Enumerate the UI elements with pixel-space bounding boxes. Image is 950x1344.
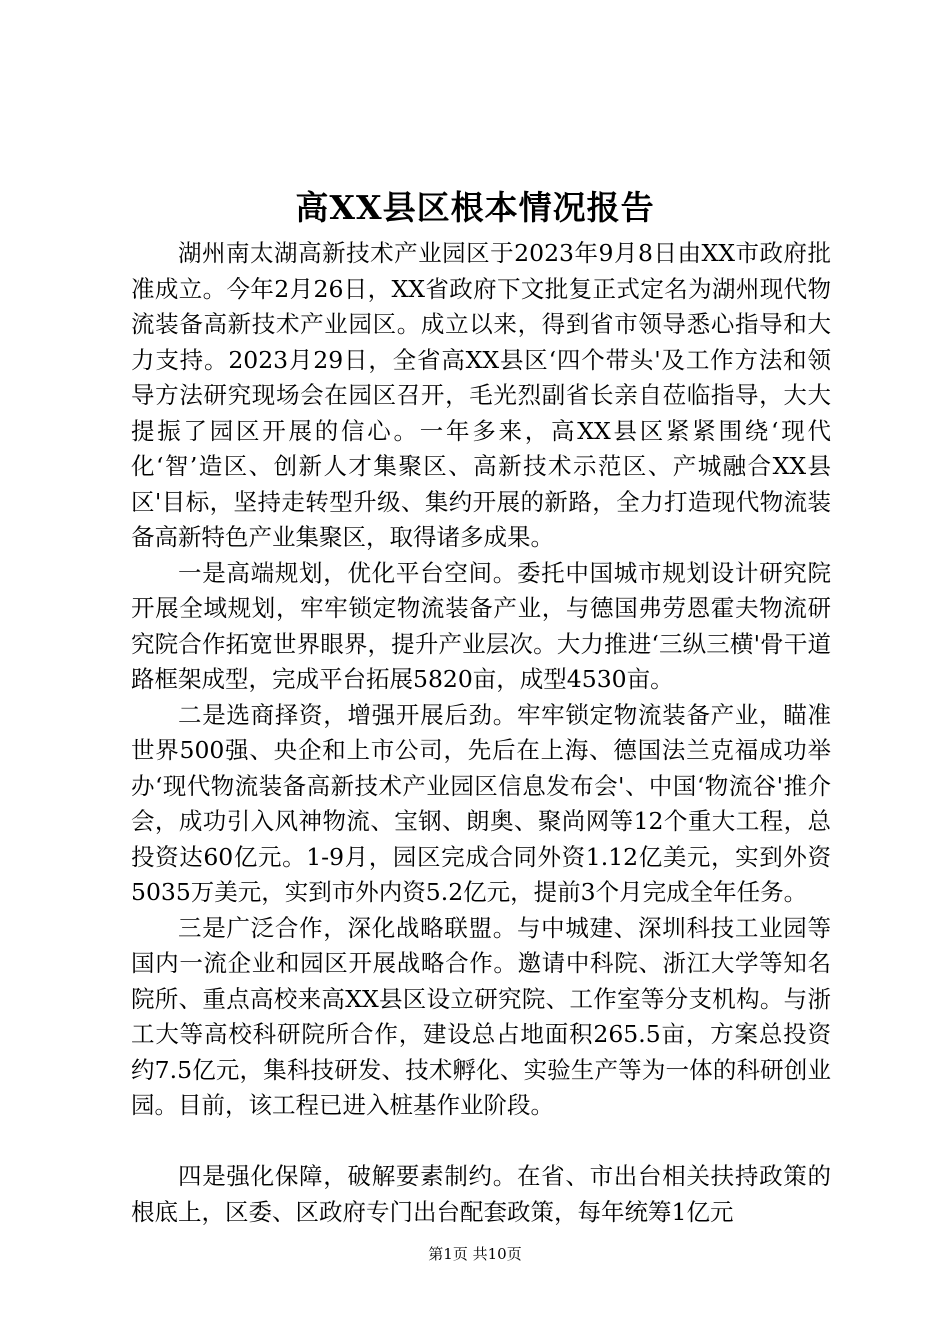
document-body bbox=[131, 236, 831, 1230]
paragraph-investment: 二是选商择资，增强开展后劲。牢牢锁定物流装备产业，瞄准世界500强、央企和上市公司，先后在上海、德国法兰克福成功举办‘现代物流装备高新技术产业园区信息发布会'、中国‘物流谷'推介会，成功引入风神物流、宝钢、朗奥、聚尚网等12个重大工程，总投资达60亿元。1-9月，园区完成合同外资1.12亿美元，实到外资5035万美元，实到市外内资5.2亿元，提前3个月完成全年任务。 bbox=[131, 700, 831, 906]
document-title: 高XX县区根本情况报告 bbox=[295, 188, 655, 227]
page-number: 第1页 共10页 bbox=[428, 1245, 522, 1263]
paragraph-guarantee: 四是强化保障，破解要素制约。在省、市出台相关扶持政策的根底上，区委、区政府专门出台配套政策，每年统筹1亿元 bbox=[131, 1162, 831, 1226]
paragraph-planning: 一是高端规划，优化平台空间。委托中国城市规划设计研究院开展全域规划，牢牢锁定物流装备产业，与德国弗劳恩霍夫物流研究院合作拓宽世界眼界，提升产业层次。大力推进‘三纵三横'骨干道路框架成型，完成平台拓展5820亩，成型4530亩。 bbox=[131, 558, 831, 693]
paragraph-cooperation: 三是广泛合作，深化战略联盟。与中城建、深圳科技工业园等国内一流企业和园区开展战略合作。邀请中科院、浙江大学等知名院所、重点高校来高XX县区设立研究院、工作室等分支机构。与浙工大等高校科研院所合作，建设总占地面积265.5亩，方案总投资约7.5亿元，集科技研发、技术孵化、实验生产等为一体的科研创业园。目前，该工程已进入桩基作业阶段。 bbox=[131, 913, 831, 1119]
paragraph-intro: 湖州南太湖高新技术产业园区于2023年9月8日由XX市政府批准成立。今年2月26日，XX省政府下文批复正式定名为湖州现代物流装备高新技术产业园区。成立以来，得到省市领导悉心指导和大力支持。2023月29日，全省高XX县区‘四个带头'及工作方法和领导方法研究现场会在园区召开，毛光烈副省长亲自莅临指导，大大提振了园区开展的信心。一年多来，高XX县区紧紧围绕‘现代化‘智’造区、创新人才集聚区、高新技术示范区、产城融合XX县区'目标，坚持走转型升级、集约开展的新路，全力打造现代物流装备高新特色产业集聚区，取得诸多成果。 bbox=[131, 239, 831, 551]
